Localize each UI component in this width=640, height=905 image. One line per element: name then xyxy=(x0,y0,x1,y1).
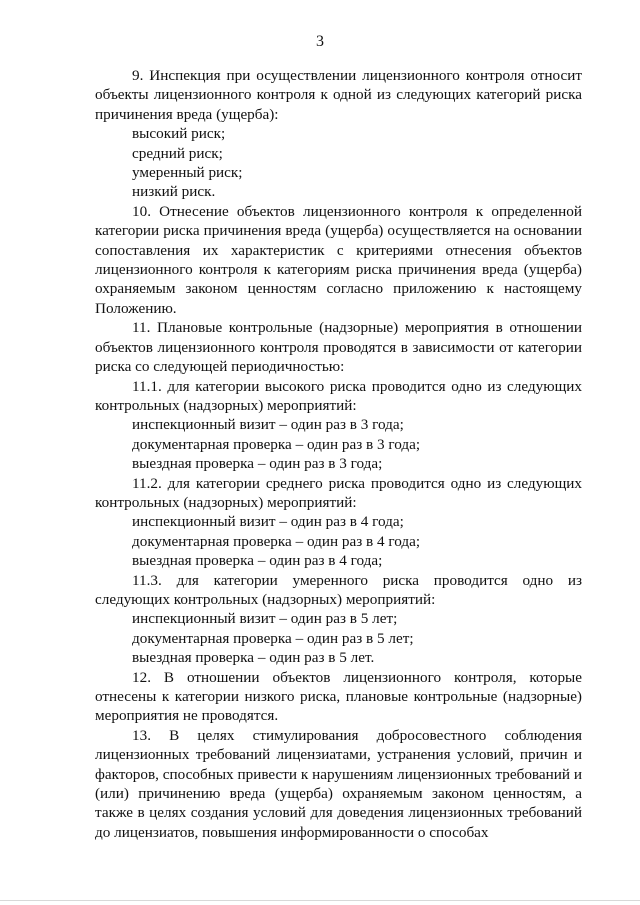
paragraph-11-3: 11.3. для категории умеренного риска проводится одно из следующих контрольных (надзорных) мероприятий: xyxy=(95,571,582,608)
paragraph-9: 9. Инспекция при осуществлении лицензионного контроля относит объекты лицензионного контроля к одной из следующих категорий риска причинения вреда (ущерба): xyxy=(95,67,582,123)
high-risk-field-check: выездная проверка – один раз в 3 года; xyxy=(132,455,383,473)
medium-risk-field-check: выездная проверка – один раз в 4 года; xyxy=(132,552,383,570)
high-risk-inspection-visit: инспекционный визит – один раз в 3 года; xyxy=(132,416,404,434)
risk-category-low: низкий риск. xyxy=(132,183,216,201)
paragraph-10: 10. Отнесение объектов лицензионного контроля к определенной категории риска причинения вреда (ущерба) осуществляется на основании сопоставления их характеристик с критериями отнесения объектов лицензионного контроля к категориям риска причинения вреда (ущерба) охраняемым законом ценностям согласно приложению к настоящему Положению. xyxy=(95,202,582,317)
paragraph-12: 12. В отношении объектов лицензионного контроля, которые отнесены к категории низкого риска, плановые контрольные (надзорные) мероприятия не проводятся. xyxy=(95,668,582,725)
risk-category-medium: средний риск; xyxy=(132,144,223,162)
moderate-risk-field-check: выездная проверка – один раз в 5 лет. xyxy=(132,649,375,667)
paragraph-11-1: 11.1. для категории высокого риска проводится одно из следующих контрольных (надзорных) мероприятий: xyxy=(95,377,582,414)
paragraph-11-2: 11.2. для категории среднего риска проводится одно из следующих контрольных (надзорных) мероприятий: xyxy=(95,474,582,511)
risk-category-moderate: умеренный риск; xyxy=(132,164,243,182)
document-body xyxy=(95,66,582,842)
moderate-risk-inspection-visit: инспекционный визит – один раз в 5 лет; xyxy=(132,610,398,628)
page-number: 3 xyxy=(316,33,324,50)
medium-risk-documentary-check: документарная проверка – один раз в 4 года; xyxy=(132,532,421,550)
risk-category-high: высокий риск; xyxy=(132,125,226,143)
high-risk-documentary-check: документарная проверка – один раз в 3 года; xyxy=(132,435,421,453)
moderate-risk-documentary-check: документарная проверка – один раз в 5 лет; xyxy=(132,629,414,647)
page-edge-line xyxy=(0,900,640,901)
medium-risk-inspection-visit: инспекционный визит – один раз в 4 года; xyxy=(132,513,404,531)
paragraph-11: 11. Плановые контрольные (надзорные) мероприятия в отношении объектов лицензионного контроля проводятся в зависимости от категории риска со следующей периодичностью: xyxy=(95,319,582,376)
paragraph-13: 13. В целях стимулирования добросовестного соблюдения лицензионных требований лицензиатами, устранения условий, причин и факторов, способных привести к нарушениям лицензионных требований и (или) причинению вреда (ущерба) охраняемым законом ценностям, а также в целях создания условий для доведения лицензионных требований до лицензиатов, повышения информированности о способах xyxy=(95,726,582,841)
